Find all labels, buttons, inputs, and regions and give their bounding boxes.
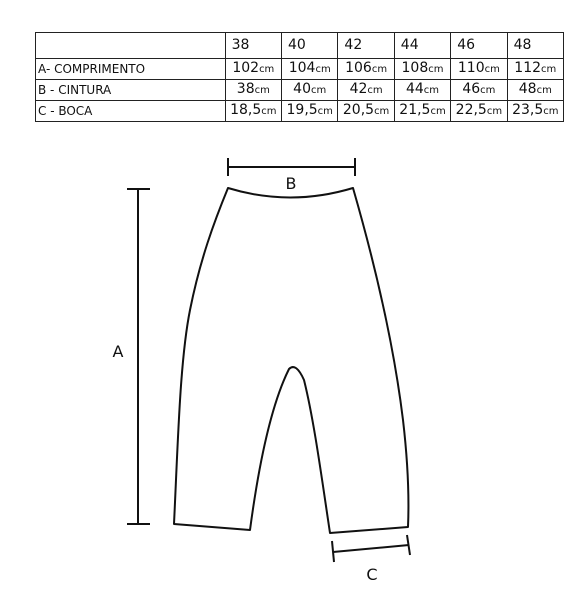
- table-cell: 106cm: [338, 59, 394, 80]
- table-cell: 38cm: [225, 80, 281, 101]
- table-cell: 42cm: [338, 80, 394, 101]
- dimension-c-tick-left: [332, 541, 334, 562]
- row-label: A- COMPRIMENTO: [36, 59, 226, 80]
- table-cell: 102cm: [225, 59, 281, 80]
- header-size-38: 38: [225, 33, 281, 59]
- table-cell: 19,5cm: [282, 101, 338, 122]
- header-size-44: 44: [394, 33, 450, 59]
- table-cell: 48cm: [507, 80, 563, 101]
- table-cell: 21,5cm: [394, 101, 450, 122]
- dimension-c-label: C: [366, 565, 378, 584]
- table-cell: 108cm: [394, 59, 450, 80]
- table-cell: 44cm: [394, 80, 450, 101]
- table-cell: 20,5cm: [338, 101, 394, 122]
- header-size-46: 46: [451, 33, 507, 59]
- header-size-42: 42: [338, 33, 394, 59]
- table-cell: 104cm: [282, 59, 338, 80]
- row-label: C - BOCA: [36, 101, 226, 122]
- row-label: B - CINTURA: [36, 80, 226, 101]
- dimension-b-label: B: [285, 174, 297, 193]
- header-size-40: 40: [282, 33, 338, 59]
- table-cell: 40cm: [282, 80, 338, 101]
- dimension-a-label: A: [112, 342, 124, 361]
- dimension-c-line: [333, 545, 409, 552]
- table-cell: 22,5cm: [451, 101, 507, 122]
- table-cell: 112cm: [507, 59, 563, 80]
- table-cell: 110cm: [451, 59, 507, 80]
- header-size-48: 48: [507, 33, 563, 59]
- table-cell: 23,5cm: [507, 101, 563, 122]
- pants-outline: [174, 188, 408, 533]
- table-cell: 18,5cm: [225, 101, 281, 122]
- table-cell: 46cm: [451, 80, 507, 101]
